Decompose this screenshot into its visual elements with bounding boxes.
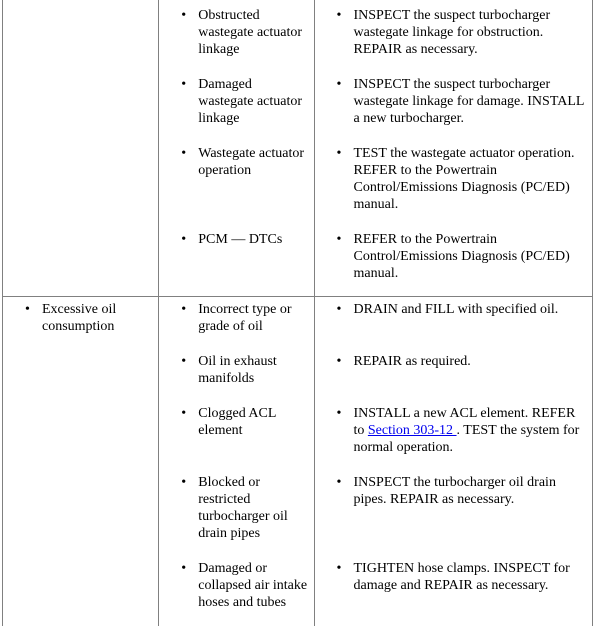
action-text bbox=[354, 406, 580, 455]
action-cell bbox=[314, 297, 593, 626]
action-text: INSPECT the suspect turbocharger wastegate linkage for obstruction. REPAIR as necessary. bbox=[354, 8, 551, 57]
cause-cell bbox=[159, 297, 314, 626]
diagnosis-table bbox=[2, 0, 593, 626]
bullet-icon: • bbox=[337, 301, 342, 318]
bullet-icon: • bbox=[337, 7, 342, 24]
action-text: TIGHTEN hose clamps. INSPECT for damage and REPAIR as necessary. bbox=[354, 561, 570, 593]
bullet-icon: • bbox=[181, 474, 186, 491]
action-text: TEST the wastegate actuator operation. REFER to the Powertrain Control/Emissions Diagnosis (PC/ED) manual. bbox=[354, 146, 575, 212]
list-item bbox=[159, 560, 313, 611]
bullet-icon: • bbox=[181, 231, 186, 248]
bullet-icon: • bbox=[337, 145, 342, 162]
bullet-icon: • bbox=[181, 76, 186, 93]
symptom-cell bbox=[3, 297, 159, 626]
bullet-icon: • bbox=[181, 560, 186, 577]
cause-text: Damaged or collapsed air intake hoses and tubes bbox=[198, 561, 307, 610]
list-item bbox=[315, 560, 593, 611]
bullet-icon: • bbox=[337, 405, 342, 422]
action-cell bbox=[314, 0, 593, 297]
bullet-icon: • bbox=[25, 301, 30, 318]
action-text: DRAIN and FILL with specified oil. bbox=[354, 302, 559, 317]
action-list bbox=[315, 301, 593, 611]
cause-text: Incorrect type or grade of oil bbox=[198, 302, 291, 334]
cause-text: PCM — DTCs bbox=[198, 232, 282, 247]
bullet-icon: • bbox=[337, 353, 342, 370]
list-item bbox=[315, 353, 593, 387]
cause-list bbox=[159, 7, 313, 282]
bullet-icon: • bbox=[337, 76, 342, 93]
list-item bbox=[159, 76, 313, 127]
list-item bbox=[159, 301, 313, 335]
list-item bbox=[315, 145, 593, 213]
list-item bbox=[159, 405, 313, 456]
action-text-part: INSTALL a new ACL element. REFER to bbox=[354, 406, 576, 438]
list-item bbox=[315, 7, 593, 58]
table-row bbox=[3, 0, 593, 297]
cause-cell bbox=[159, 0, 314, 297]
list-item bbox=[159, 145, 313, 213]
symptom-text: Excessive oil consumption bbox=[42, 302, 116, 334]
symptom-list bbox=[3, 301, 158, 335]
section-link[interactable]: Section 303-12 bbox=[368, 423, 457, 438]
list-item bbox=[315, 474, 593, 542]
cause-list bbox=[159, 301, 313, 611]
bullet-icon: • bbox=[337, 231, 342, 248]
cause-text: Wastegate actuator operation bbox=[198, 146, 304, 178]
list-item bbox=[315, 76, 593, 127]
list-item bbox=[159, 231, 313, 282]
bullet-icon: • bbox=[181, 7, 186, 24]
bullet-icon: • bbox=[181, 405, 186, 422]
cause-text: Obstructed wastegate actuator linkage bbox=[198, 8, 302, 57]
action-text: REFER to the Powertrain Control/Emissions Diagnosis (PC/ED) manual. bbox=[354, 232, 570, 281]
bullet-icon: • bbox=[181, 301, 186, 318]
list-item bbox=[159, 7, 313, 58]
cause-text: Oil in exhaust manifolds bbox=[198, 354, 277, 386]
action-text: INSPECT the suspect turbocharger wastegate linkage for damage. INSTALL a new turbocharger. bbox=[354, 77, 584, 126]
action-text-part: . TEST the system for normal operation. bbox=[354, 423, 580, 455]
action-text: REPAIR as required. bbox=[354, 354, 471, 369]
list-item bbox=[159, 474, 313, 542]
bullet-icon: • bbox=[337, 474, 342, 491]
bullet-icon: • bbox=[181, 353, 186, 370]
bullet-icon: • bbox=[181, 145, 186, 162]
symptom-cell bbox=[3, 0, 159, 297]
table-row bbox=[3, 297, 593, 626]
cause-text: Clogged ACL element bbox=[198, 406, 276, 438]
list-item bbox=[315, 301, 593, 335]
bullet-icon: • bbox=[337, 560, 342, 577]
action-list bbox=[315, 7, 593, 282]
list-item bbox=[3, 301, 158, 335]
list-item bbox=[159, 353, 313, 387]
list-item bbox=[315, 405, 593, 456]
cause-text: Blocked or restricted turbocharger oil drain pipes bbox=[198, 475, 288, 541]
action-text: INSPECT the turbocharger oil drain pipes. REPAIR as necessary. bbox=[354, 475, 556, 507]
list-item bbox=[315, 231, 593, 282]
cause-text: Damaged wastegate actuator linkage bbox=[198, 77, 302, 126]
